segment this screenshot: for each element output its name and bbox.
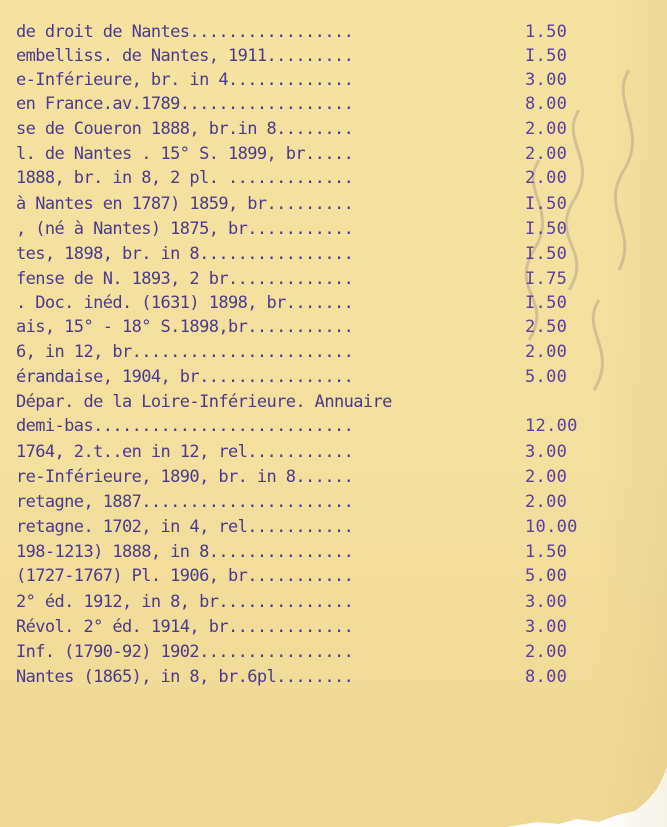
entry-price: 2.00	[525, 342, 568, 362]
entry-description: Inf. (1790-92) 1902................	[16, 642, 354, 662]
entry-description: Nantes (1865), in 8, br.6pl........	[16, 667, 354, 687]
entry-description: embelliss. de Nantes, 1911.........	[16, 46, 354, 66]
entry-price: I.50	[525, 219, 568, 239]
entry-price: I.50	[525, 194, 568, 214]
entry-price: I.75	[525, 269, 568, 289]
entry-description: , (né à Nantes) 1875, br...........	[16, 219, 354, 239]
entry-description: demi-bas...........................	[16, 416, 354, 436]
entry-description: Dépar. de la Loire-Inférieure. Annuaire	[16, 392, 392, 412]
entry-price: 8.00	[525, 667, 568, 687]
entry-price: 1.50	[525, 542, 568, 562]
entry-price: 2.50	[525, 317, 568, 337]
entry-price: 1.50	[525, 22, 568, 42]
entry-description: 2° éd. 1912, in 8, br..............	[16, 592, 354, 612]
entry-price: I.50	[525, 293, 568, 313]
entry-description: e-Inférieure, br. in 4.............	[16, 70, 354, 90]
entry-price: 3.00	[525, 442, 568, 462]
entry-description: 1764, 2.t..en in 12, rel...........	[16, 442, 354, 462]
entry-description: 6, in 12, br.......................	[16, 342, 354, 362]
entry-price: 5.00	[525, 367, 568, 387]
entry-description: (1727-1767) Pl. 1906, br...........	[16, 566, 354, 586]
torn-paper-edge	[507, 767, 667, 827]
entry-description: 1888, br. in 8, 2 pl. .............	[16, 168, 354, 188]
entry-price: 2.00	[525, 492, 568, 512]
entry-description: 198-1213) 1888, in 8...............	[16, 542, 354, 562]
entry-description: retagne. 1702, in 4, rel...........	[16, 517, 354, 537]
entry-description: re-Inférieure, 1890, br. in 8......	[16, 467, 354, 487]
entry-description: se de Coueron 1888, br.in 8........	[16, 119, 354, 139]
entry-price: 3.00	[525, 617, 568, 637]
entry-price: I.50	[525, 244, 568, 264]
entry-price: I.50	[525, 46, 568, 66]
entry-description: tes, 1898, br. in 8................	[16, 244, 354, 264]
entry-price: 2.00	[525, 144, 568, 164]
entry-price: 2.00	[525, 642, 568, 662]
entry-price: 10.00	[525, 517, 578, 537]
entry-description: érandaise, 1904, br................	[16, 367, 354, 387]
entry-price: 12.00	[525, 416, 578, 436]
entry-price: 2.00	[525, 467, 568, 487]
entry-description: . Doc. inéd. (1631) 1898, br.......	[16, 293, 354, 313]
entry-description: à Nantes en 1787) 1859, br.........	[16, 194, 354, 214]
entry-price: 5.00	[525, 566, 568, 586]
entry-price: 8.00	[525, 94, 568, 114]
entry-description: ais, 15° - 18° S.1898,br...........	[16, 317, 354, 337]
entry-description: en France.av.1789..................	[16, 94, 354, 114]
entry-description: fense de N. 1893, 2 br.............	[16, 269, 354, 289]
entry-description: de droit de Nantes.................	[16, 22, 354, 42]
entry-price: 2.00	[525, 168, 568, 188]
entry-price: 2.00	[525, 119, 568, 139]
entry-description: Révol. 2° éd. 1914, br.............	[16, 617, 354, 637]
entry-description: l. de Nantes . 15° S. 1899, br.....	[16, 144, 354, 164]
entry-description: retagne, 1887......................	[16, 492, 354, 512]
entry-price: 3.00	[525, 592, 568, 612]
entry-price: 3.00	[525, 70, 568, 90]
